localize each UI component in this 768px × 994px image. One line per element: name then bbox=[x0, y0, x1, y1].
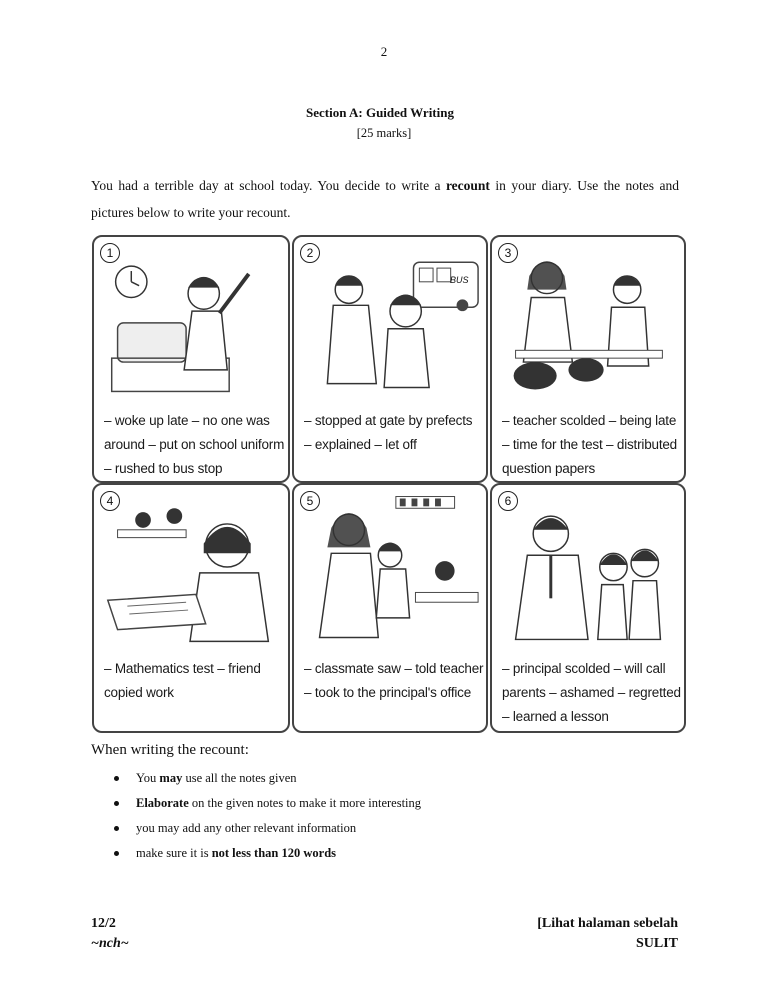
intro-text-part1: You had a terrible day at school today. You decide to write a bbox=[91, 178, 446, 193]
list-item-emphasis: not less than 120 words bbox=[211, 846, 337, 860]
picture-panel-grid bbox=[90, 223, 688, 735]
panel-4-caption-line: – Mathematics test – friend bbox=[104, 661, 261, 676]
list-item-text: make sure it is bbox=[136, 846, 212, 860]
panel-3-illustration bbox=[496, 241, 680, 397]
panel-6-illustration bbox=[496, 489, 680, 645]
panel-4-number: 4 bbox=[100, 491, 120, 511]
panel-1-caption bbox=[104, 409, 285, 481]
list-item bbox=[108, 770, 421, 795]
panel-4-caption-line: copied work bbox=[104, 685, 174, 700]
panel-2 bbox=[292, 235, 488, 483]
section-marks: [25 marks] bbox=[356, 126, 412, 140]
panel-2-caption bbox=[304, 409, 480, 457]
intro-text-part2: in your diary. Use the notes and pictures below to write your recount. bbox=[91, 178, 679, 220]
panel-3-caption-line: – teacher scolded – being late bbox=[502, 413, 677, 428]
list-item bbox=[108, 820, 421, 845]
intro-paragraph bbox=[91, 172, 679, 226]
panel-3-caption-line: question papers bbox=[502, 461, 596, 476]
panel-4-illustration bbox=[98, 489, 284, 645]
list-item-emphasis: Elaborate bbox=[136, 796, 189, 810]
paper-code: 12/2 bbox=[91, 916, 116, 931]
panel-3-caption bbox=[502, 409, 678, 481]
panel-3-number: 3 bbox=[498, 243, 518, 263]
turn-over-note: [Lihat halaman sebelah bbox=[537, 916, 678, 931]
panel-6-number: 6 bbox=[498, 491, 518, 511]
instructions-list bbox=[108, 770, 421, 870]
list-item-text: on the given notes to make it more interesting bbox=[188, 796, 422, 810]
panel-2-caption-line: – explained – let off bbox=[304, 437, 417, 452]
section-title-text: Section A: Guided Writing bbox=[306, 105, 454, 120]
panel-3 bbox=[490, 235, 686, 483]
list-item bbox=[108, 845, 421, 870]
author-initials: ~nch~ bbox=[91, 936, 129, 951]
list-item-text: You bbox=[136, 771, 160, 785]
intro-keyword-recount: recount bbox=[445, 178, 490, 193]
panel-6-caption bbox=[502, 657, 681, 729]
footer-right bbox=[537, 914, 678, 954]
classification-label: SULIT bbox=[635, 936, 678, 951]
panel-1-number: 1 bbox=[100, 243, 120, 263]
panel-1-caption-line: – woke up late – no one was bbox=[104, 413, 270, 428]
panel-2-illustration bbox=[298, 241, 482, 397]
panel-6 bbox=[490, 483, 686, 733]
page-number: 2 bbox=[380, 44, 388, 59]
panel-6-caption-line: – principal scolded – will call bbox=[502, 661, 666, 676]
panel-6-caption-line: – learned a lesson bbox=[502, 709, 609, 724]
panel-1 bbox=[92, 235, 290, 483]
panel-3-caption-line: – time for the test – distributed bbox=[502, 437, 677, 452]
panel-2-number: 2 bbox=[300, 243, 320, 263]
bus-sign: BUS bbox=[450, 275, 469, 285]
panel-1-illustration bbox=[98, 241, 284, 397]
panel-5-illustration bbox=[298, 489, 482, 645]
panel-1-caption-line: around – put on school uniform bbox=[104, 437, 285, 452]
panel-2-caption-line: – stopped at gate by prefects bbox=[304, 413, 473, 428]
panel-5 bbox=[292, 483, 488, 733]
list-item-text: use all the notes given bbox=[182, 771, 297, 785]
section-title bbox=[0, 105, 768, 121]
panel-5-caption-line: – took to the principal's office bbox=[304, 685, 472, 700]
footer-left bbox=[91, 914, 129, 954]
panel-5-caption-line: – classmate saw – told teacher bbox=[304, 661, 484, 676]
panel-4-caption bbox=[104, 657, 282, 705]
list-item-emphasis: may bbox=[159, 771, 183, 785]
list-item bbox=[108, 795, 421, 820]
panel-1-caption-line: – rushed to bus stop bbox=[104, 461, 223, 476]
instructions-heading: When writing the recount: bbox=[91, 742, 249, 758]
panel-5-caption bbox=[304, 657, 484, 705]
panel-4 bbox=[92, 483, 290, 733]
panel-6-caption-line: parents – ashamed – regretted bbox=[502, 685, 681, 700]
list-item-text: you may add any other relevant information bbox=[136, 821, 357, 835]
panel-5-number: 5 bbox=[300, 491, 320, 511]
